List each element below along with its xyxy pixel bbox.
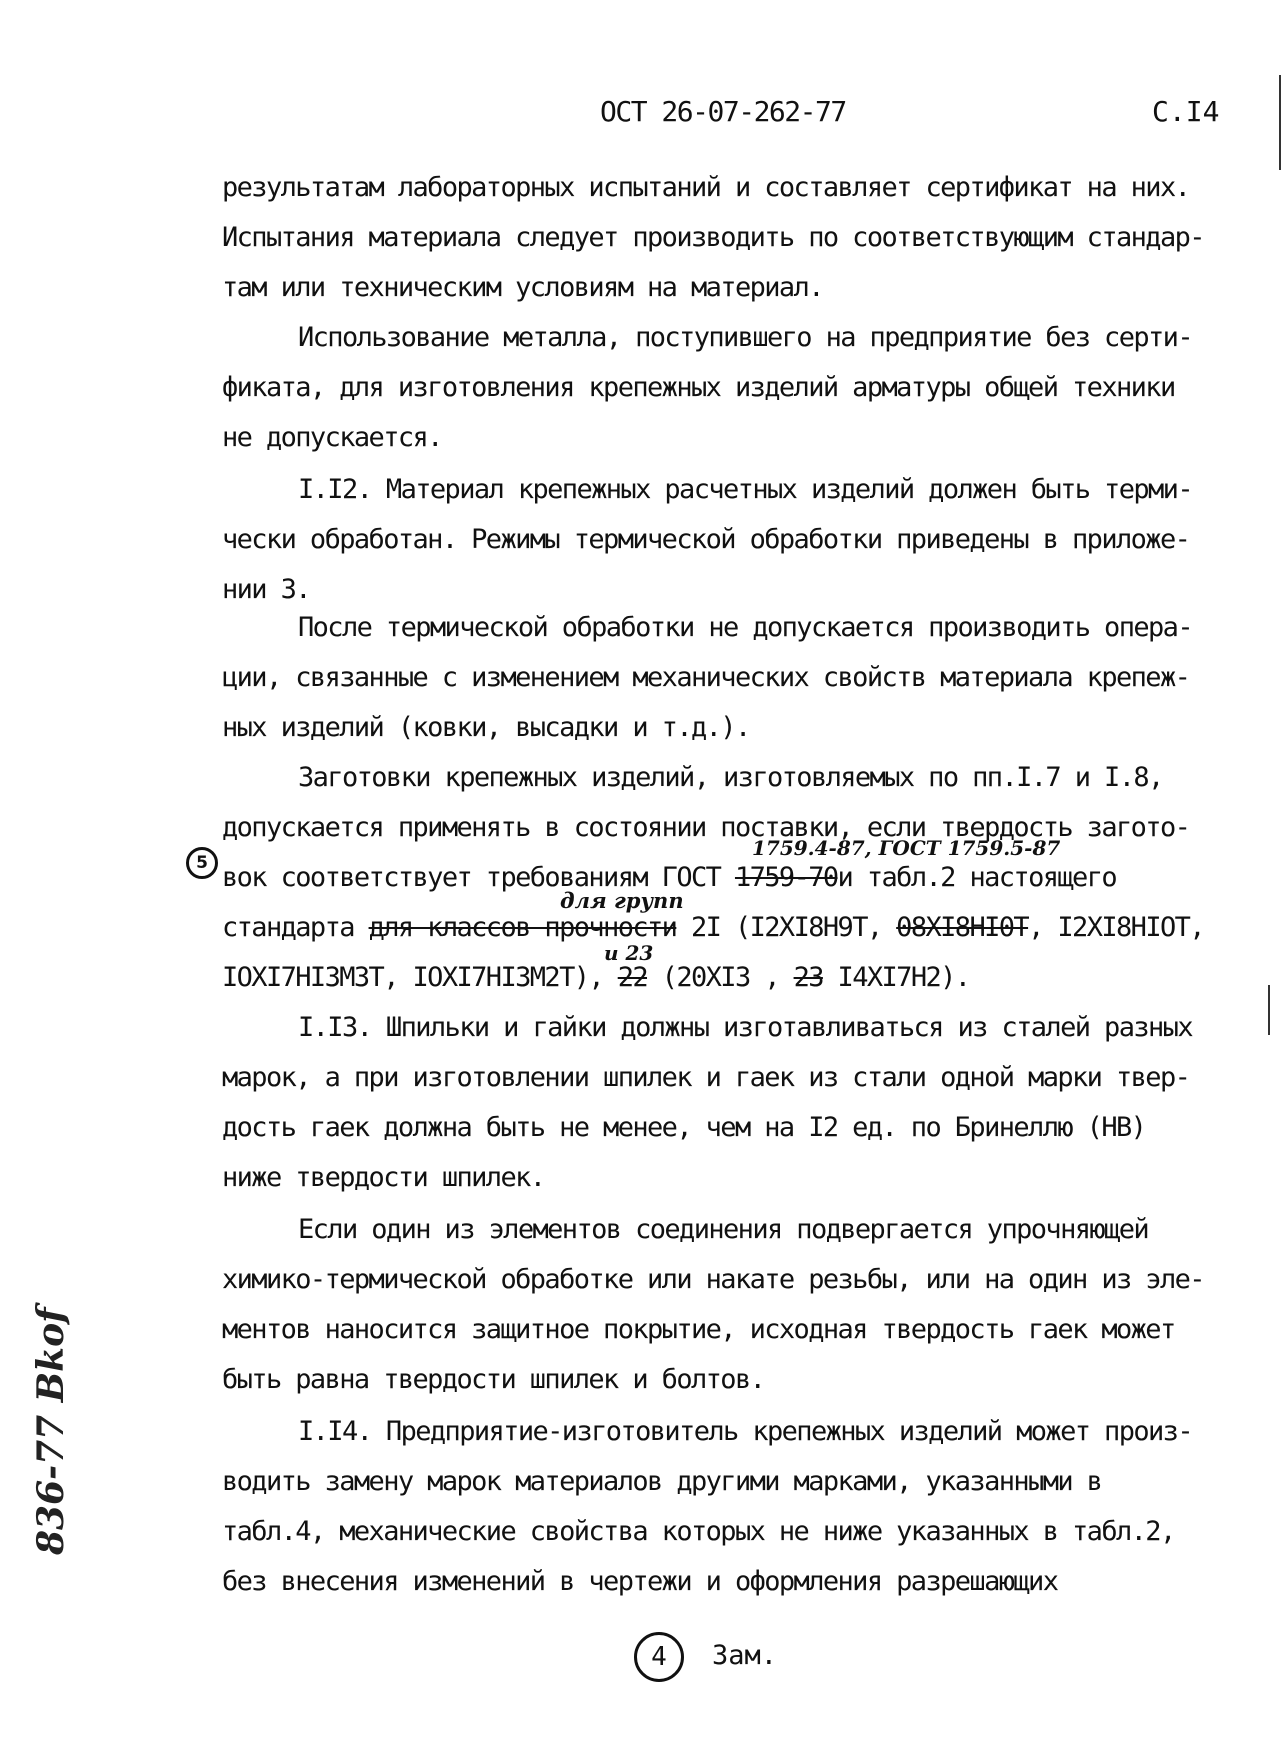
clause-1-14-line: I.I4. Предприятие-изготовитель крепежных изделий может произ- xyxy=(298,1416,1192,1447)
body-line: результатам лабораторных испытаний и составляет сертификат на них. xyxy=(222,172,1190,203)
struck-text: 22 xyxy=(617,962,648,993)
struck-text: 23 xyxy=(793,962,823,993)
body-line: там или техническим условиям на материал. xyxy=(222,272,823,303)
body-line: не допускается. xyxy=(222,422,442,453)
body-line: ных изделий (ковки, высадки и т.д.). xyxy=(222,712,750,743)
text-segment: вок соответствует требованиям ГОСТ xyxy=(222,862,735,893)
text-segment: IOXI7HI3M3T, IOXI7HI3M2T), xyxy=(222,962,618,993)
body-line: без внесения изменений в чертежи и оформления разрешающих xyxy=(222,1566,1058,1597)
struck-text: 1759-70 xyxy=(734,862,838,893)
amended-body-line xyxy=(222,912,1204,944)
body-line: Если один из элементов соединения подвергается упрочняющей xyxy=(298,1214,1149,1245)
body-line: ниже твердости шпилек. xyxy=(222,1162,545,1193)
text-segment: 2I (I2XI8H9T, xyxy=(676,912,897,943)
body-line: нии 3. xyxy=(222,574,310,605)
body-line: Заготовки крепежных изделий, изготовляемых по пп.I.7 и I.8, xyxy=(298,762,1163,793)
body-line: табл.4, механические свойства которых не ниже указанных в табл.2, xyxy=(222,1516,1175,1547)
body-line: фиката, для изготовления крепежных изделий арматуры общей техники xyxy=(222,372,1175,403)
amended-body-line xyxy=(222,962,969,994)
text-segment: стандарта xyxy=(222,912,369,943)
body-line: химико-термической обработке или накате резьбы, или на один из эле- xyxy=(222,1264,1204,1295)
struck-text: 08XI8HI0T xyxy=(896,912,1029,943)
body-line: водить замену марок материалов другими марками, указанными в xyxy=(222,1466,1102,1497)
body-line: дость гаек должна быть не менее, чем на I2 ед. по Бринеллю (НВ) xyxy=(222,1112,1146,1143)
clause-1-12-line: I.I2. Материал крепежных расчетных изделий должен быть терми- xyxy=(298,474,1192,505)
body-line: После термической обработки не допускается производить опера- xyxy=(298,612,1192,643)
struck-text: для классов прочности xyxy=(368,912,677,943)
handwritten-insertion-gost: 1759.4-87, ГОСТ 1759.5-87 xyxy=(752,836,1061,860)
handwritten-insertion-23: и 23 xyxy=(604,941,654,965)
text-segment: и табл.2 настоящего xyxy=(837,862,1116,893)
change-circle: 4 xyxy=(634,1632,684,1682)
text-segment: I4XI7H2). xyxy=(822,962,970,993)
change-number-circle: 5 xyxy=(186,847,218,879)
body-line: ментов наносится защитное покрытие, исходная твердость гаек может xyxy=(222,1314,1175,1345)
margin-rule-middle xyxy=(1268,985,1270,1035)
body-line: допускается применять в состоянии поставки, если твердость загото- xyxy=(222,812,1190,843)
body-line: чески обработан. Режимы термической обработки приведены в приложе- xyxy=(222,524,1190,555)
replacement-label: Зам. xyxy=(712,1640,778,1671)
body-line: Использование металла, поступившего на предприятие без серти- xyxy=(298,322,1192,353)
page-number: С.I4 xyxy=(1152,95,1220,128)
handwritten-margin-mark: 836-77 Bkof xyxy=(30,1307,72,1555)
body-line: ции, связанные с изменением механических свойств материала крепеж- xyxy=(222,662,1190,693)
body-line: марок, а при изготовлении шпилек и гаек из стали одной марки твер- xyxy=(222,1062,1190,1093)
text-segment: , I2XI8HIOT, xyxy=(1028,912,1204,943)
handwritten-insertion-groups: для групп xyxy=(560,888,684,913)
margin-rule-top xyxy=(1279,75,1281,170)
body-line: быть равна твердости шпилек и болтов. xyxy=(222,1364,765,1395)
text-segment: (20XI3 , xyxy=(647,962,794,993)
body-line: Испытания материала следует производить по соответствующим стандар- xyxy=(222,222,1204,253)
document-number: ОСТ 26-07-262-77 xyxy=(600,95,846,128)
clause-1-13-line: I.I3. Шпильки и гайки должны изготавливаться из сталей разных xyxy=(298,1012,1192,1043)
